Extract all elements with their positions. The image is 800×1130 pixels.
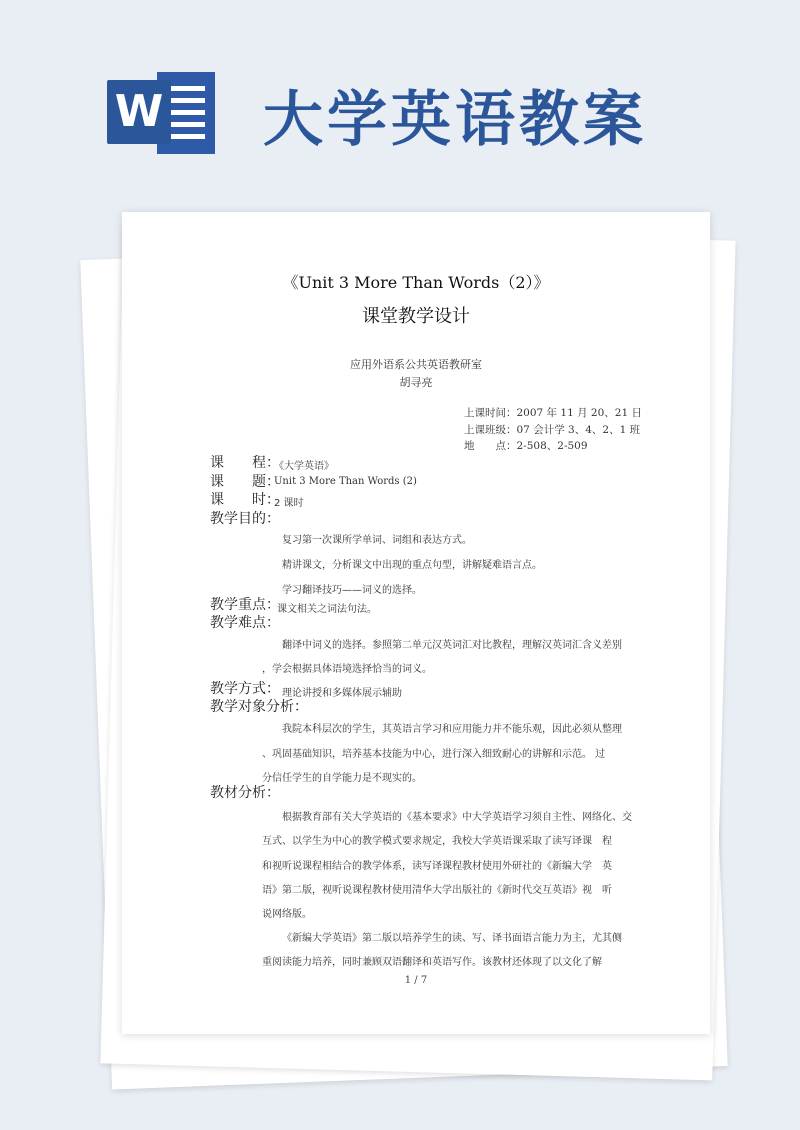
material-line: 说网络版。 xyxy=(262,909,312,920)
difficult-line: 翻译中词义的选择。参照第二单元汉英词汇对比教程，理解汉英词汇含义差别 xyxy=(282,640,622,651)
material-line: 重阅读能力培养，同时兼顾双语翻译和英语写作。该教材还体现了以文化了解 xyxy=(262,957,602,968)
document-page xyxy=(122,212,710,1034)
difficult-line: ，学会根据具体语境选择恰当的词义。 xyxy=(262,664,432,675)
difficult-label: 教学难点： xyxy=(210,615,280,631)
banner xyxy=(0,0,800,210)
method-value: 理论讲授和多媒体展示辅助 xyxy=(282,688,402,699)
topic-label: 课 题： xyxy=(210,474,280,490)
audience-line: 分信任学生的自学能力是不现实的。 xyxy=(262,773,422,784)
audience-line: 我院本科层次的学生，其英语言学习和应用能力并不能乐观，因此必须从整理 xyxy=(282,724,622,735)
material-line: 《新编大学英语》第二版以培养学生的读、写、译书面语言能力为主，尤其侧 xyxy=(282,933,622,944)
material-label: 教材分析： xyxy=(210,785,280,801)
method-label: 教学方式： xyxy=(210,681,280,697)
doc-title-line2: 课堂教学设计 xyxy=(362,306,470,327)
material-line: 根据教育部有关大学英语的《基本要求》中大学英语学习须自主性、网络化、交 xyxy=(282,812,632,823)
banner-title: 大学英语教案 xyxy=(263,85,647,155)
goal-item: 复习第一次课所学单词、词组和表达方式。 xyxy=(282,535,472,546)
key-value: 课文相关之词法句法。 xyxy=(277,604,377,615)
department: 应用外语系公共英语教研室 xyxy=(350,358,482,371)
goal-item: 精讲课文，分析课文中出现的重点句型，讲解疑难语言点。 xyxy=(282,560,542,571)
material-line: 互式、以学生为中心的教学模式要求规定，我校大学英语课采取了读写译课 程 xyxy=(262,836,612,847)
goals-label: 教学目的： xyxy=(210,511,280,527)
course-label: 课 程： xyxy=(210,455,280,471)
key-label: 教学重点： xyxy=(210,597,280,613)
goal-item: 学习翻译技巧——词义的选择。 xyxy=(282,585,422,596)
course-value: 《大学英语》 xyxy=(274,461,334,472)
hours-label: 课 时： xyxy=(210,492,280,508)
audience-line: 、巩固基础知识，培养基本技能为中心，进行深入细致耐心的讲解和示范。 过 xyxy=(262,749,606,760)
word-icon-letter: W xyxy=(107,80,171,144)
author: 胡寻亮 xyxy=(399,376,433,389)
material-line: 语》第二版，视听说课程教材使用清华大学出版社的《新时代交互英语》视 听 xyxy=(262,885,612,896)
material-line: 和视听说课程相结合的教学体系，读写译课程教材使用外研社的《新编大学 英 xyxy=(262,861,612,872)
meta-place: 地 点：2-508、2-509 xyxy=(464,440,588,452)
meta-time: 上课时间：2007 年 11 月 20、21 日 xyxy=(464,407,642,419)
doc-title-line1: 《Unit 3 More Than Words（2）》 xyxy=(282,273,550,292)
audience-label: 教学对象分析： xyxy=(210,699,308,715)
topic-value: Unit 3 More Than Words (2) xyxy=(274,476,417,487)
word-document-icon xyxy=(107,72,215,154)
page-number: 1 / 7 xyxy=(404,975,428,986)
hours-value: 2 课时 xyxy=(274,498,304,509)
meta-class: 上课班级：07 会计学 3、4、2、1 班 xyxy=(464,424,641,436)
